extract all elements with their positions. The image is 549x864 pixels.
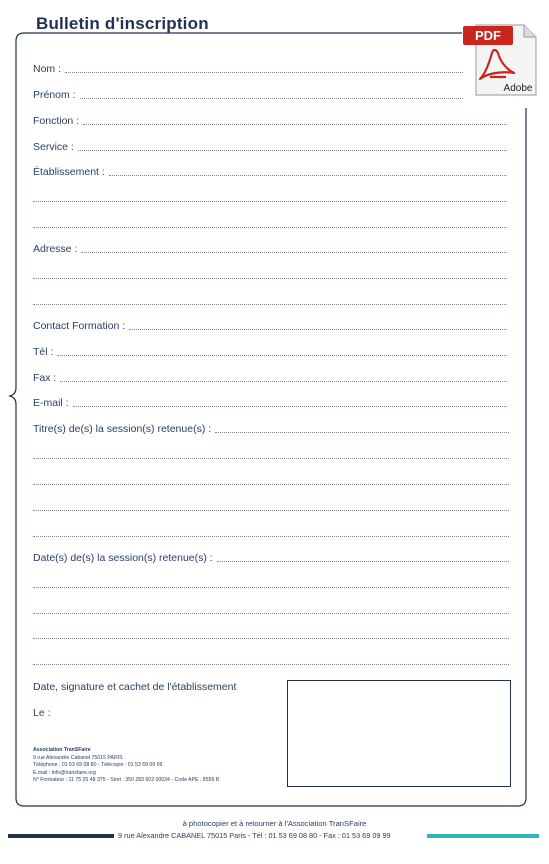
association-info (33, 747, 219, 785)
etablissement-label: Établissement : (33, 166, 105, 178)
fonction-dots (83, 124, 507, 125)
nom-dots (65, 72, 463, 73)
page-title: Bulletin d'inscription (36, 14, 209, 33)
fax-field[interactable] (33, 372, 507, 384)
signature-box[interactable] (287, 680, 511, 787)
titres-line-4[interactable] (33, 510, 509, 511)
pdf-file-icon[interactable] (462, 23, 538, 97)
association-ids: N° Formateur : 11 75 25 48 375 - Siret : 350 283 602 00034 - Code APE : 8559 B (33, 777, 220, 784)
titres-label: Titre(s) de(s) la session(s) retenue(s) : (33, 423, 212, 435)
dates-dots (217, 561, 509, 562)
titres-field[interactable] (33, 423, 509, 435)
adresse-line-2[interactable] (33, 278, 507, 279)
fonction-label: Fonction : (33, 115, 80, 127)
association-name: Association TranSFaire (33, 747, 91, 753)
signature-label: Date, signature et cachet de l'établissement (33, 681, 237, 693)
prenom-field[interactable] (33, 89, 463, 101)
footer-contact: 9 rue Alexandre CABANEL 75015 Paris - Tél : 01 53 69 08 80 - Fax : 01 53 69 09 99 (118, 831, 391, 840)
etablissement-field[interactable] (33, 166, 507, 178)
prenom-dots (80, 98, 463, 99)
dates-field[interactable] (33, 552, 509, 564)
email-field[interactable] (33, 397, 507, 409)
email-dots (73, 406, 507, 407)
dates-line-5[interactable] (33, 664, 509, 665)
service-field[interactable] (33, 141, 507, 153)
service-dots (78, 150, 507, 151)
titres-line-5[interactable] (33, 536, 509, 537)
association-phone: Téléphone : 01 53 69 08 80 - Télécopie : 01 53 69 09 99 (33, 762, 163, 769)
contact-label: Contact Formation : (33, 320, 126, 332)
tel-dots (57, 355, 507, 356)
association-address: 9 rue Alexandre Cabanel 75015 PARIS (33, 754, 123, 761)
adresse-field[interactable] (33, 243, 507, 255)
pdf-label: PDF (475, 28, 501, 43)
etablissement-line-3[interactable] (33, 227, 507, 228)
nom-field[interactable] (33, 63, 463, 75)
footer-bar-left (8, 834, 114, 838)
titres-dots (215, 432, 509, 433)
etablissement-line-2[interactable] (33, 201, 507, 202)
titres-line-2[interactable] (33, 458, 509, 459)
service-label: Service : (33, 141, 74, 153)
tel-field[interactable] (33, 346, 507, 358)
etablissement-dots (109, 175, 507, 176)
email-label: E-mail : (33, 397, 69, 409)
prenom-label: Prénom : (33, 89, 76, 101)
fonction-field[interactable] (33, 115, 507, 127)
adresse-line-3[interactable] (33, 304, 507, 305)
contact-dots (129, 329, 507, 330)
adresse-dots (81, 252, 507, 253)
contact-field[interactable] (33, 320, 507, 332)
dates-label: Date(s) de(s) la session(s) retenue(s) : (33, 552, 213, 564)
footer-bar-right (427, 834, 539, 838)
fax-label: Fax : (33, 372, 57, 384)
tel-label: Tél : (33, 346, 54, 358)
titres-line-3[interactable] (33, 484, 509, 485)
dates-line-3[interactable] (33, 613, 509, 614)
association-email: E.mail : info@transfaire.org (33, 769, 96, 776)
footer-instruction: à photocopier et à retourner à l'Association TranSFaire (182, 819, 367, 828)
dates-line-4[interactable] (33, 638, 509, 639)
le-label: Le : (33, 707, 51, 719)
nom-label: Nom : (33, 63, 62, 75)
adobe-label: Adobe (503, 83, 533, 94)
fax-dots (60, 381, 507, 382)
dates-line-2[interactable] (33, 587, 509, 588)
adresse-label: Adresse : (33, 243, 78, 255)
